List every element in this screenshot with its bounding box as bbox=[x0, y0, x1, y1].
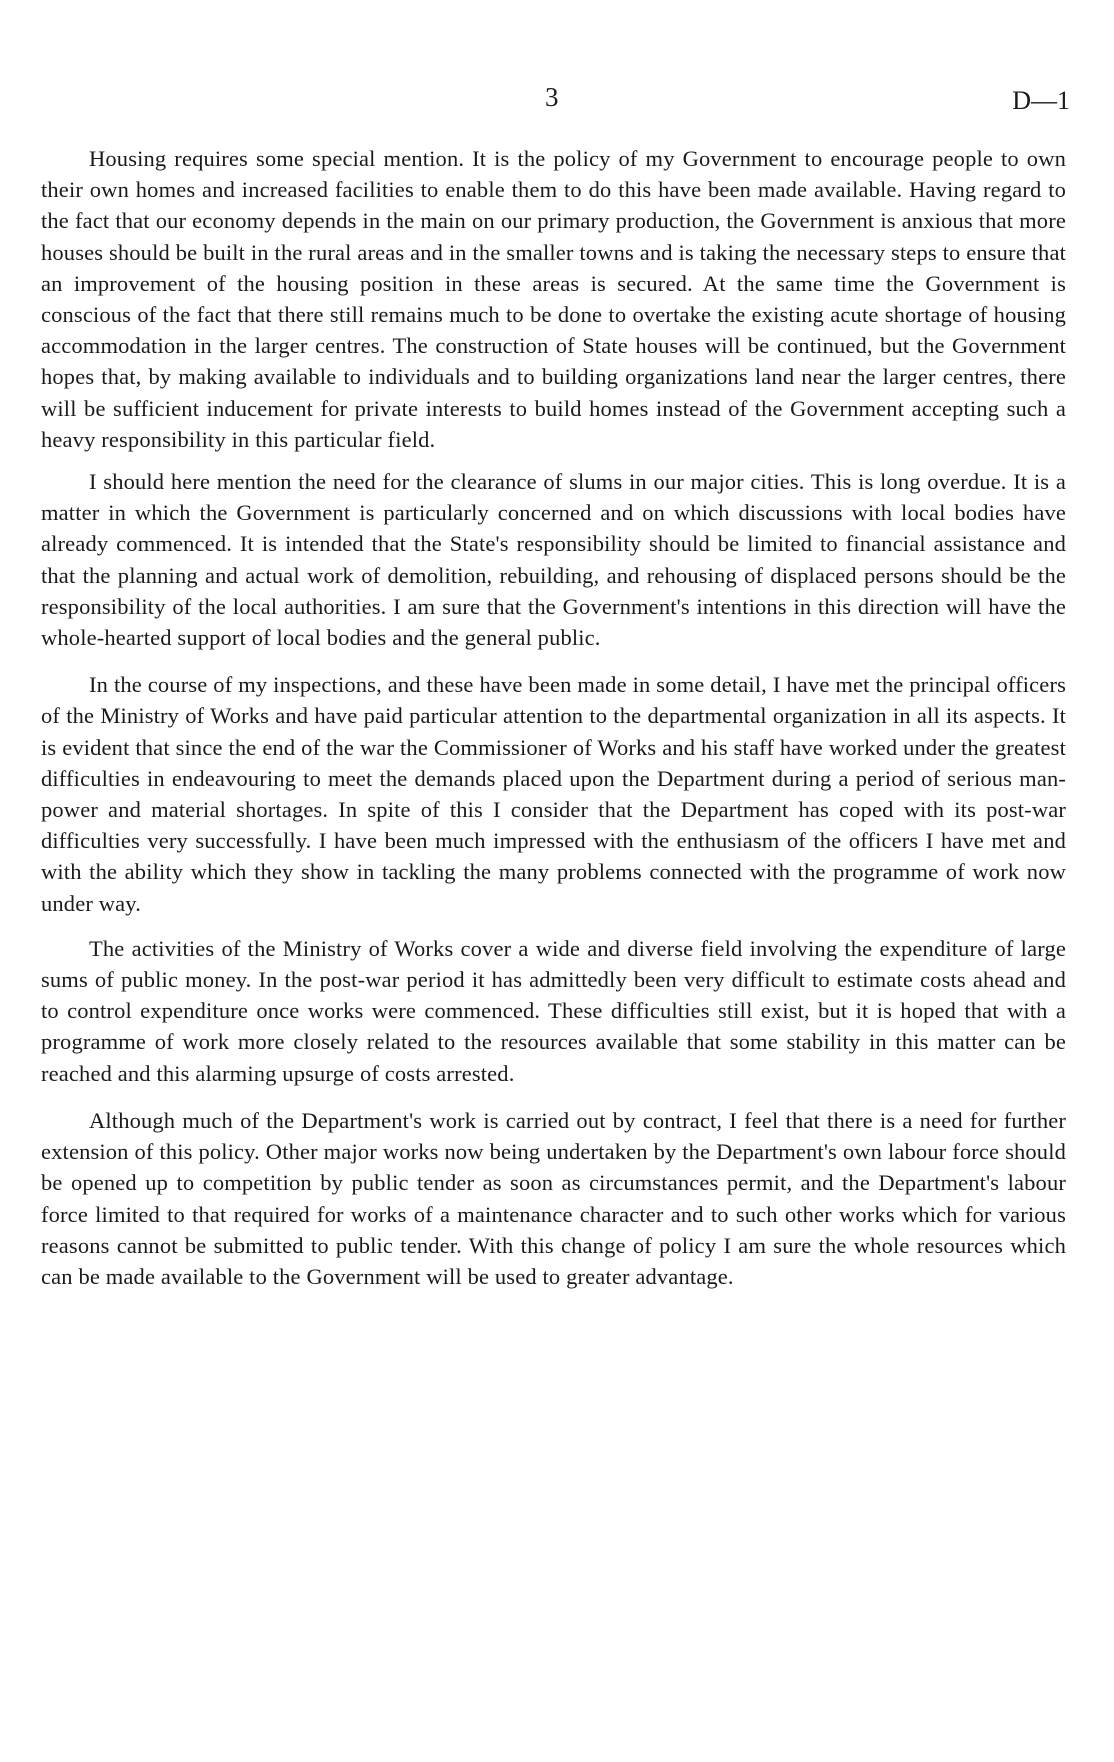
body-text bbox=[41, 143, 1066, 1308]
paragraph-contract-policy: Although much of the Department's work is carried out by contract, I feel that there is a need for further extension of this policy. Other major works now being undertaken by the Department's own labour force should be opened up to competition by public tender as soon as circumstances permit, and the Department's labour force limited to that required for works of a maintenance character and to such other works which for various reasons cannot be submitted to public tender. With this change of policy I am sure the whole resources which can be made available to the Government will be used to greater advantage. bbox=[41, 1107, 1066, 1289]
paragraph-housing: Housing requires some special mention. It is the policy of my Government to encourage people to own their own homes and increased facilities to enable them to do this have been made available. Having regard to the fact that our economy depends in the main on our primary production, the Government is anxious that more houses should be built in the rural areas and in the smaller towns and is taking the necessary steps to ensure that an improvement of the housing position in these areas is secured. At the same time the Government is conscious of the fact that there still remains much to be done to overtake the existing acute shortage of housing accommodation in the larger centres. The construction of State houses will be continued, but the Government hopes that, by making available to individuals and to building organizations land near the larger centres, there will be sufficient inducement for private interests to build homes instead of the Government accepting such a heavy responsibility in this particular field. bbox=[41, 146, 1066, 452]
paragraph-ministry-activities: The activities of the Ministry of Works cover a wide and diverse field involving the expenditure of large sums of public money. In the post-war period it has admittedly been very difficult to estimate costs ahead and to control expenditure once works were commenced. These difficulties still exist, but it is hoped that with a programme of work more closely related to the resources available that some stability in this matter can be reached and this alarming upsurge of costs arrested. bbox=[41, 935, 1066, 1086]
page-header bbox=[0, 82, 1114, 122]
page-number: 3 bbox=[545, 82, 559, 112]
paragraph-slum-clearance: I should here mention the need for the clearance of slums in our major cities. This is long overdue. It is a matter in which the Government is particularly concerned and on which discussions with local bodies have already commenced. It is intended that the State's responsibility should be limited to financial assistance and that the planning and actual work of demolition, rebuilding, and rehousing of displaced persons should be the responsibility of the local authorities. I am sure that the Government's intentions in this direction will have the whole-hearted support of local bodies and the general public. bbox=[41, 469, 1066, 651]
paragraph-inspections: In the course of my inspections, and these have been made in some detail, I have met the principal officers of the Ministry of Works and have paid particular attention to the departmental organization in all its aspects. It is evident that since the end of the war the Commissioner of Works and his staff have worked under the greatest difficulties in endeavouring to meet the demands placed upon the Department during a period of serious man-power and material shortages. In spite of this I consider that the Department has coped with its post-war difficulties very successfully. I have been much impressed with the enthusiasm of the officers I have met and with the ability which they show in tackling the many problems connected with the programme of work now under way. bbox=[41, 672, 1066, 916]
document-code: D—1 bbox=[1012, 86, 1070, 115]
